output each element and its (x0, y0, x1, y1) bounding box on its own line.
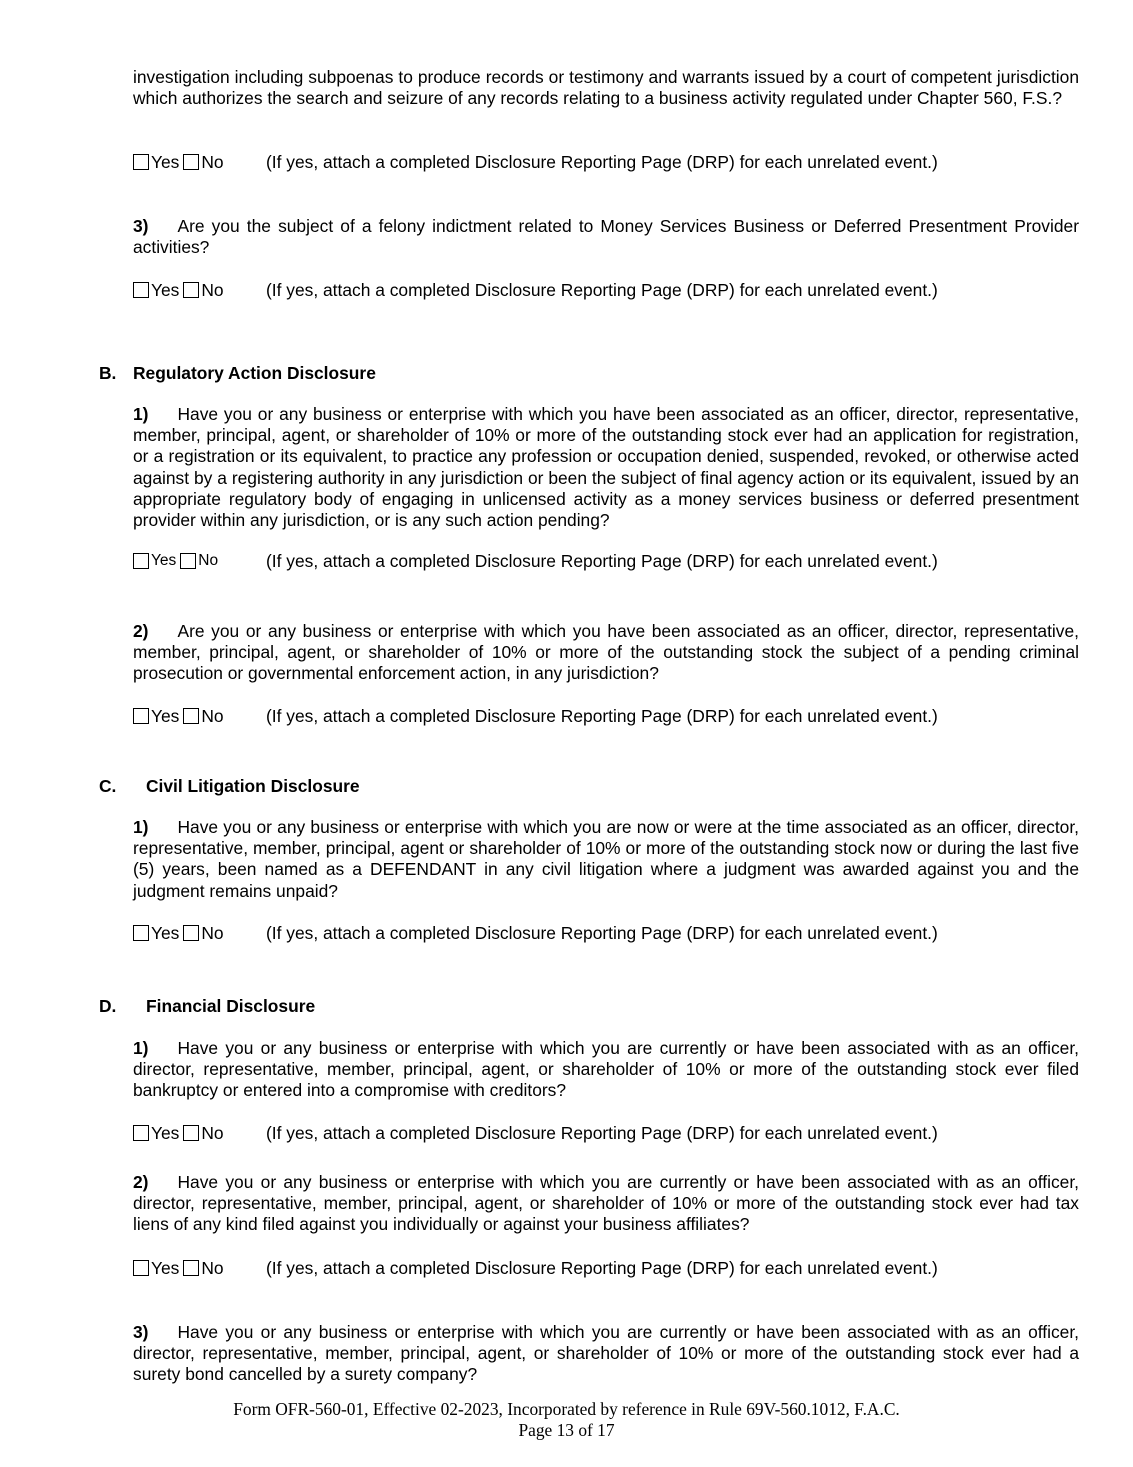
yes-checkbox[interactable] (133, 1260, 149, 1276)
answer-row-a3 (133, 279, 938, 301)
question-text: Have you or any business or enterprise with which you are currently or have been associated with as an officer, director, representative, member, principal, agent, or shareholder of 10% or more of the outstanding stock ever had tax liens of any kind filed against you individually or against your business affiliates? (133, 1172, 1079, 1235)
question-number: 2) (133, 621, 149, 641)
answer-row-d2 (133, 1257, 938, 1279)
question-d3 (133, 1322, 1079, 1386)
yes-label: Yes (151, 151, 180, 172)
no-checkbox[interactable] (183, 925, 199, 941)
question-text: Have you or any business or enterprise with which you have been associated as an officer, director, representative, member, principal, agent, or shareholder of 10% or more of the outstanding stock ever had an application for registration, or a registration or its equivalent, to practice any profession or occupation denied, suspended, revoked, or otherwise acted against by a registering authority in any jurisdiction or been the subject of final agency action or its equivalent, issued by an appropriate regulatory body of engaging in unlicensed activity as a money services business or deferred presentment provider within any jurisdiction, or is any such action pending? (133, 404, 1079, 531)
no-label: No (201, 279, 224, 300)
no-label: No (201, 151, 224, 172)
section-title: Financial Disclosure (146, 996, 316, 1016)
question-b1 (133, 404, 1079, 531)
drp-note: (If yes, attach a completed Disclosure Reporting Page (DRP) for each unrelated event.) (266, 1257, 938, 1278)
question-number: 3) (133, 216, 149, 236)
no-checkbox[interactable] (183, 1260, 199, 1276)
yes-label: Yes (151, 279, 180, 300)
yes-checkbox[interactable] (133, 282, 149, 298)
section-letter: D. (99, 996, 117, 1016)
question-b2 (133, 621, 1079, 685)
question-a2-continuation: investigation including subpoenas to produce records or testimony and warrants issued by a court of competent jurisdiction which authorizes the search and seizure of any records relating to a business activity regulated under Chapter 560, F.S.? (133, 67, 1079, 109)
no-checkbox[interactable] (183, 282, 199, 298)
section-c-heading (99, 776, 360, 797)
question-number: 2) (133, 1172, 149, 1192)
drp-note: (If yes, attach a completed Disclosure Reporting Page (DRP) for each unrelated event.) (266, 705, 938, 726)
question-d1 (133, 1038, 1079, 1102)
answer-row-c1 (133, 922, 938, 944)
drp-note: (If yes, attach a completed Disclosure Reporting Page (DRP) for each unrelated event.) (266, 151, 938, 172)
footer-page-number: Page 13 of 17 (518, 1420, 615, 1440)
answer-row-b1 (133, 550, 938, 572)
yes-label: Yes (151, 705, 180, 726)
yes-label: Yes (151, 922, 180, 943)
yes-label: Yes (151, 552, 177, 569)
question-c1 (133, 817, 1079, 902)
question-number: 3) (133, 1322, 149, 1342)
no-label: No (198, 552, 219, 569)
yes-label: Yes (151, 1257, 180, 1278)
section-letter: C. (99, 776, 117, 796)
section-b-heading (99, 363, 376, 384)
question-text: Have you or any business or enterprise with which you are currently or have been associated with as an officer, director, representative, member, principal, agent, or shareholder of 10% or more of the outstanding stock ever had a surety bond cancelled by a surety company? (133, 1322, 1079, 1385)
answer-row-b2 (133, 705, 938, 727)
no-label: No (201, 922, 224, 943)
question-d2 (133, 1172, 1079, 1236)
drp-note: (If yes, attach a completed Disclosure Reporting Page (DRP) for each unrelated event.) (266, 1122, 938, 1143)
yes-checkbox[interactable] (133, 925, 149, 941)
section-title: Regulatory Action Disclosure (133, 363, 376, 383)
section-letter: B. (99, 363, 117, 383)
question-text: Are you the subject of a felony indictment related to Money Services Business or Deferred Presentment Provider activities? (133, 216, 1079, 258)
question-text: Have you or any business or enterprise with which you are now or were at the time associated as an officer, director, representative, member, principal, agent or shareholder of 10% or more of the outstanding stock now or during the last five (5) years, been named as a DEFENDANT in any civil litigation where a judgment was awarded against you and the judgment remains unpaid? (133, 817, 1079, 901)
yes-label: Yes (151, 1122, 180, 1143)
question-number: 1) (133, 1038, 149, 1058)
question-number: 1) (133, 817, 149, 837)
section-d-heading (99, 996, 316, 1017)
section-title: Civil Litigation Disclosure (146, 776, 360, 796)
no-label: No (201, 705, 224, 726)
no-checkbox[interactable] (180, 553, 196, 569)
no-label: No (201, 1122, 224, 1143)
drp-note: (If yes, attach a completed Disclosure Reporting Page (DRP) for each unrelated event.) (266, 550, 938, 571)
no-checkbox[interactable] (183, 708, 199, 724)
yes-checkbox[interactable] (133, 154, 149, 170)
drp-note: (If yes, attach a completed Disclosure Reporting Page (DRP) for each unrelated event.) (266, 922, 938, 943)
drp-note: (If yes, attach a completed Disclosure Reporting Page (DRP) for each unrelated event.) (266, 279, 938, 300)
footer-form-line: Form OFR-560-01, Effective 02-2023, Incorporated by reference in Rule 69V-560.1012, F.A.C. (233, 1399, 900, 1419)
no-label: No (201, 1257, 224, 1278)
answer-row-a2 (133, 151, 938, 173)
no-checkbox[interactable] (183, 1125, 199, 1141)
yes-checkbox[interactable] (133, 708, 149, 724)
no-checkbox[interactable] (183, 154, 199, 170)
question-text: Have you or any business or enterprise with which you are currently or have been associated with as an officer, director, representative, member, principal, agent, or shareholder of 10% or more of the outstanding stock ever filed bankruptcy or entered into a compromise with creditors? (133, 1038, 1079, 1101)
question-number: 1) (133, 404, 149, 424)
question-text: Are you or any business or enterprise with which you have been associated as an officer, director, representative, member, principal, agent, or shareholder of 10% or more of the outstanding stock the subject of a pending criminal prosecution or governmental enforcement action, in any jurisdiction? (133, 621, 1079, 684)
answer-row-d1 (133, 1122, 938, 1144)
yes-checkbox[interactable] (133, 1125, 149, 1141)
question-a3 (133, 216, 1079, 258)
yes-checkbox[interactable] (133, 553, 149, 569)
